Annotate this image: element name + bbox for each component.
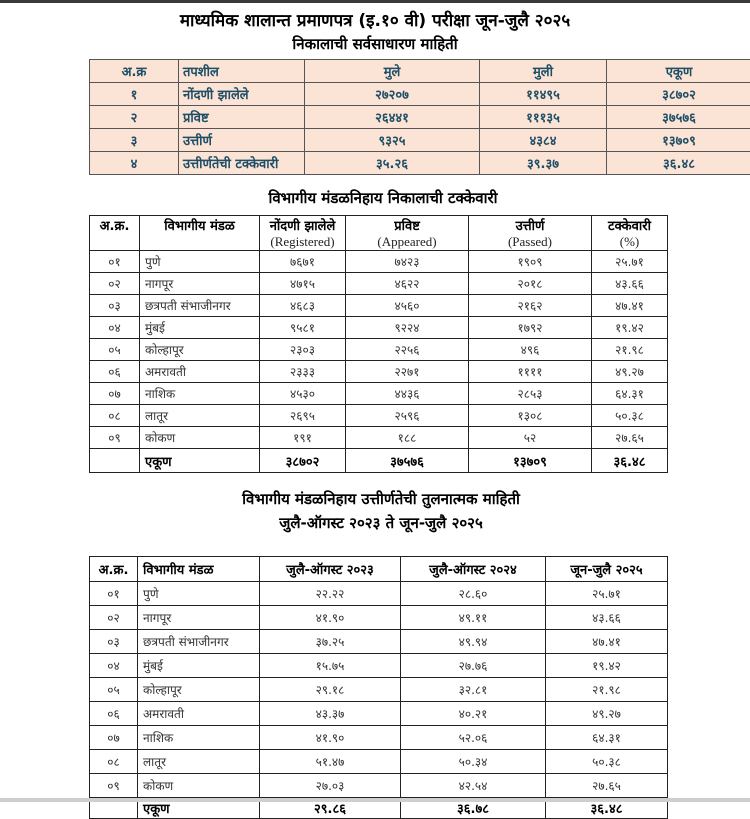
col-boys: मुले — [305, 60, 480, 83]
comparison-row — [90, 750, 668, 774]
table-cell: नागपूर — [138, 606, 260, 630]
table-cell: १९१ — [260, 427, 346, 449]
table-cell: २१.९८ — [546, 678, 668, 702]
bottom-border — [0, 798, 750, 802]
table-cell: अमरावती — [138, 702, 260, 726]
table-cell: ७४२३ — [346, 251, 469, 273]
table-cell: ०८ — [90, 405, 140, 427]
table-cell: नाशिक — [138, 726, 260, 750]
table-cell: २५.७१ — [546, 582, 668, 606]
table-cell: ०३ — [90, 630, 138, 654]
comparison-row — [90, 702, 668, 726]
table-cell: कोल्हापूर — [140, 339, 260, 361]
table-cell: ०८ — [90, 750, 138, 774]
division-row — [90, 427, 668, 449]
table-cell: एकूण — [140, 449, 260, 473]
table-cell: एकूण — [138, 798, 260, 819]
comparison-row — [90, 654, 668, 678]
table-cell: १३७०९ — [469, 449, 592, 473]
comparison-row — [90, 630, 668, 654]
table-cell: मुंबई — [140, 317, 260, 339]
table-cell: २७.०३ — [260, 774, 401, 798]
table-cell: ४६२२ — [346, 273, 469, 295]
table-cell: ६४.३१ — [546, 726, 668, 750]
table-cell: नाशिक — [140, 383, 260, 405]
table-cell: ४३८४ — [480, 129, 607, 152]
table-cell: लातूर — [138, 750, 260, 774]
table-cell: ११४९५ — [480, 83, 607, 106]
summary-row — [90, 152, 750, 175]
table-cell: ०५ — [90, 678, 138, 702]
table-cell: उत्तीर्ण — [179, 129, 305, 152]
table-cell: ४३.३७ — [260, 702, 401, 726]
division-table-title: विभागीय मंडळनिहाय निकालाची टक्केवारी — [8, 188, 750, 208]
table-cell: ०३ — [90, 295, 140, 317]
col-passed — [469, 216, 592, 251]
table-cell: ११११ — [469, 361, 592, 383]
col-2024: जुलै-ऑगस्ट २०२४ — [401, 557, 546, 582]
col-2025: जून-जुलै २०२५ — [546, 557, 668, 582]
table-cell: १९०९ — [469, 251, 592, 273]
table-cell: ३६.४८ — [592, 449, 668, 473]
table-cell: ४१.९० — [260, 606, 401, 630]
col-serial: अ.क्र. — [90, 216, 140, 251]
table-cell: २५९६ — [346, 405, 469, 427]
comparison-row — [90, 582, 668, 606]
col-serial: अ.क्र. — [90, 557, 138, 582]
table-cell: पुणे — [138, 582, 260, 606]
comparison-row — [90, 726, 668, 750]
col-total: एकूण — [607, 60, 750, 83]
table-cell: २७.७६ — [401, 654, 546, 678]
table-cell: ४२.५४ — [401, 774, 546, 798]
table-cell: नागपूर — [140, 273, 260, 295]
table-cell: ४५६० — [346, 295, 469, 317]
table-cell: ३६.४८ — [546, 798, 668, 819]
table-cell: २६४४१ — [305, 106, 480, 129]
table-cell: ३६.७८ — [401, 798, 546, 819]
table-cell: ५२ — [469, 427, 592, 449]
table-cell: प्रविष्ट — [179, 106, 305, 129]
division-row — [90, 383, 668, 405]
table-cell: ३८७०२ — [607, 83, 750, 106]
table-cell: १८८ — [346, 427, 469, 449]
table-cell: ४९.११ — [401, 606, 546, 630]
table-cell: ५०.३४ — [401, 750, 546, 774]
table-cell: छत्रपती संभाजीनगर — [140, 295, 260, 317]
summary-subtitle: निकालाची सर्वसाधारण माहिती — [0, 34, 750, 54]
division-header-row — [90, 216, 668, 251]
summary-row — [90, 106, 750, 129]
table-cell: ३७.२५ — [260, 630, 401, 654]
table-cell: ०६ — [90, 361, 140, 383]
table-cell: ०९ — [90, 427, 140, 449]
division-row — [90, 273, 668, 295]
table-cell: ४९.२७ — [546, 702, 668, 726]
table-cell: ०७ — [90, 383, 140, 405]
table-cell: छत्रपती संभाजीनगर — [138, 630, 260, 654]
table-cell: ०६ — [90, 702, 138, 726]
table-cell: ४९.२७ — [592, 361, 668, 383]
comparison-header-row — [90, 557, 668, 582]
table-cell: ५०.३८ — [546, 750, 668, 774]
division-total-row — [90, 449, 668, 473]
table-cell: ३७५७६ — [607, 106, 750, 129]
col-registered-sub: (Registered) — [260, 234, 345, 250]
table-cell: ३७५७६ — [346, 449, 469, 473]
table-cell: ०४ — [90, 317, 140, 339]
table-cell: १९.४२ — [592, 317, 668, 339]
col-appeared-sub: (Appeared) — [346, 234, 468, 250]
table-cell: उत्तीर्णतेची टक्केवारी — [179, 152, 305, 175]
table-cell: कोकण — [138, 774, 260, 798]
table-cell: कोल्हापूर — [138, 678, 260, 702]
division-row — [90, 339, 668, 361]
table-cell: ३ — [90, 129, 179, 152]
table-cell: २२५६ — [346, 339, 469, 361]
table-cell: ४७.४१ — [546, 630, 668, 654]
table-cell: २६९५ — [260, 405, 346, 427]
division-row — [90, 295, 668, 317]
table-cell: २९.८६ — [260, 798, 401, 819]
table-cell: ४७.४१ — [592, 295, 668, 317]
table-cell: २७.६५ — [546, 774, 668, 798]
table-cell: ४३.६६ — [592, 273, 668, 295]
table-cell: ०९ — [90, 774, 138, 798]
table-cell: २८५३ — [469, 383, 592, 405]
table-cell: १९.४२ — [546, 654, 668, 678]
comparison-row — [90, 606, 668, 630]
table-cell: ९३२५ — [305, 129, 480, 152]
table-cell: ३८७०२ — [260, 449, 346, 473]
table-cell: ५२.०६ — [401, 726, 546, 750]
table-cell: २५.७१ — [592, 251, 668, 273]
table-cell: १३७०९ — [607, 129, 750, 152]
table-cell: ४९.९४ — [401, 630, 546, 654]
table-cell: कोकण — [140, 427, 260, 449]
col-appeared — [346, 216, 469, 251]
col-percentage — [592, 216, 668, 251]
summary-header-row — [90, 60, 750, 83]
table-cell: ०७ — [90, 726, 138, 750]
table-cell: ९२२४ — [346, 317, 469, 339]
table-cell: ५१.४७ — [260, 750, 401, 774]
summary-table — [89, 59, 750, 175]
table-cell: २१.९८ — [592, 339, 668, 361]
table-cell — [90, 449, 140, 473]
table-cell: ७६७१ — [260, 251, 346, 273]
table-cell: ०५ — [90, 339, 140, 361]
table-cell: २०१८ — [469, 273, 592, 295]
table-cell: ४ — [90, 152, 179, 175]
division-row — [90, 317, 668, 339]
table-cell: २३३३ — [260, 361, 346, 383]
summary-row — [90, 83, 750, 106]
summary-row — [90, 129, 750, 152]
col-girls: मुली — [480, 60, 607, 83]
col-division: विभागीय मंडळ — [138, 557, 260, 582]
table-cell: ०१ — [90, 251, 140, 273]
col-division: विभागीय मंडळ — [140, 216, 260, 251]
table-cell: ३५.२६ — [305, 152, 480, 175]
table-cell: ४१.९० — [260, 726, 401, 750]
table-cell: ०४ — [90, 654, 138, 678]
division-table — [89, 215, 668, 473]
table-cell: अमरावती — [140, 361, 260, 383]
table-cell: ४७१५ — [260, 273, 346, 295]
comparison-table — [89, 556, 668, 819]
table-cell: ०२ — [90, 273, 140, 295]
col-2023: जुलै-ऑगस्ट २०२३ — [260, 557, 401, 582]
col-appeared-label: प्रविष्ट — [346, 216, 468, 234]
table-cell: पुणे — [140, 251, 260, 273]
table-cell: ४५३० — [260, 383, 346, 405]
table-cell: ३६.४८ — [607, 152, 750, 175]
table-cell: २३०३ — [260, 339, 346, 361]
table-cell: १३०८ — [469, 405, 592, 427]
col-percentage-sub: (%) — [592, 234, 667, 250]
division-row — [90, 405, 668, 427]
division-row — [90, 251, 668, 273]
col-registered — [260, 216, 346, 251]
table-cell: २८.६० — [401, 582, 546, 606]
table-cell: १५.७५ — [260, 654, 401, 678]
comparison-row — [90, 774, 668, 798]
table-cell: २७२०७ — [305, 83, 480, 106]
comparison-table-subtitle: जुलै-ऑगस्ट २०२३ ते जून-जुलै २०२५ — [6, 513, 750, 533]
table-cell: ६४.३१ — [592, 383, 668, 405]
col-passed-sub: (Passed) — [469, 234, 591, 250]
col-registered-label: नोंदणी झालेले — [260, 216, 345, 234]
table-cell: ५०.३८ — [592, 405, 668, 427]
table-cell: ४४३६ — [346, 383, 469, 405]
table-cell: मुंबई — [138, 654, 260, 678]
table-cell: ४०.२१ — [401, 702, 546, 726]
col-percentage-label: टक्केवारी — [592, 216, 667, 234]
table-cell: लातूर — [140, 405, 260, 427]
table-cell: ९५८१ — [260, 317, 346, 339]
top-border — [0, 0, 750, 3]
table-cell: २ — [90, 106, 179, 129]
table-cell: २१६२ — [469, 295, 592, 317]
page-title: माध्यमिक शालान्त प्रमाणपत्र (इ.१० वी) परीक्षा जून-जुलै २०२५ — [0, 8, 750, 31]
table-cell: २७.६५ — [592, 427, 668, 449]
col-serial: अ.क्र — [90, 60, 179, 83]
division-row — [90, 361, 668, 383]
table-cell: ३९.३७ — [480, 152, 607, 175]
table-cell: ०१ — [90, 582, 138, 606]
table-cell: २२७१ — [346, 361, 469, 383]
table-cell: ०२ — [90, 606, 138, 630]
col-passed-label: उत्तीर्ण — [469, 216, 591, 234]
table-cell: ४३.६६ — [546, 606, 668, 630]
table-cell: २२.२२ — [260, 582, 401, 606]
table-cell: नोंदणी झालेले — [179, 83, 305, 106]
table-cell: २९.१८ — [260, 678, 401, 702]
table-cell: १ — [90, 83, 179, 106]
comparison-row — [90, 678, 668, 702]
table-cell: ४९६ — [469, 339, 592, 361]
table-cell: ३२.८१ — [401, 678, 546, 702]
table-cell: ४६८३ — [260, 295, 346, 317]
comparison-table-title: विभागीय मंडळनिहाय उत्तीर्णतेची तुलनात्मक माहिती — [6, 489, 750, 509]
table-cell: १७९२ — [469, 317, 592, 339]
table-cell: १११३५ — [480, 106, 607, 129]
col-details: तपशील — [179, 60, 305, 83]
